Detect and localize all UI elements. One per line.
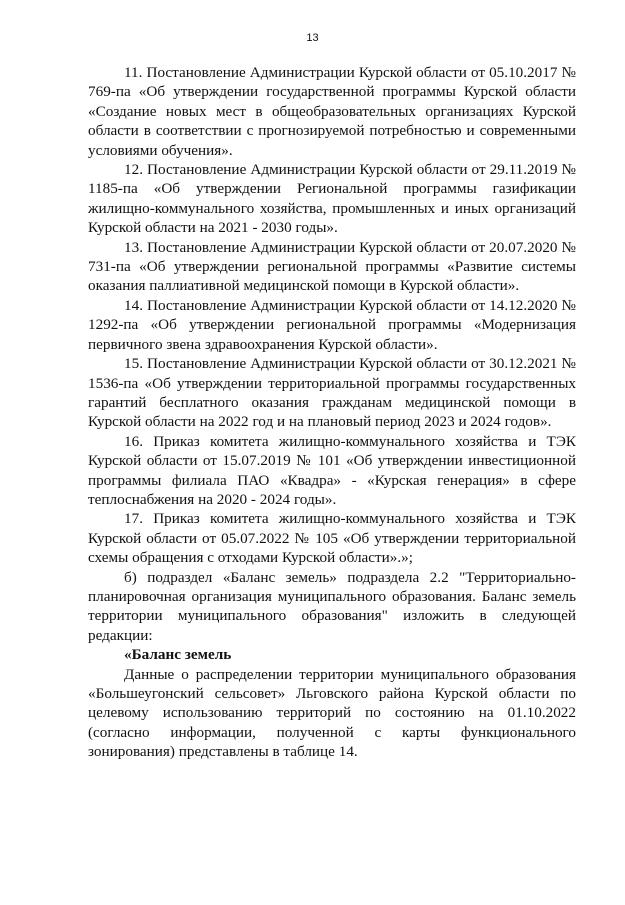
heading-text: Баланс земель [131, 646, 232, 664]
section-heading [88, 645, 576, 664]
page-number: 13 [306, 32, 319, 44]
list-item-16: 16. Приказ комитета жилищно-коммунального хозяйства и ТЭК Курской области от 15.07.2019 № 101 «Об утверждении инвестиционной программы филиала ПАО «Квадра» - «Курская генерация» в сфере теплоснабжения на 2020 - 2024 годы». [88, 432, 576, 508]
list-item-14: 14. Постановление Администрации Курской области от 14.12.2020 № 1292-па «Об утверждении региональной программы «Модернизация первичного звена здравоохранения Курской области». [88, 296, 576, 353]
list-item-13: 13. Постановление Администрации Курской области от 20.07.2020 № 731-па «Об утверждении региональной программы «Развитие системы оказания паллиативной медицинской помощи в Курской области». [88, 238, 576, 295]
list-item-15: 15. Постановление Администрации Курской области от 30.12.2021 № 1536-па «Об утверждении территориальной программы государственных гарантий бесплатного оказания гражданам медицинской помощи в Курской области на 2022 год и на плановый период 2023 и 2024 годов». [88, 355, 576, 431]
amendment-paragraph: б) подраздел «Баланс земель» подраздела 2.2 "Территориально-планировочная организация муниципального образования. Баланс земель территории муниципального образования" изложить в следующей редакции: [88, 568, 576, 644]
land-balance-paragraph: Данные о распределении территории муниципального образования «Большеугонский сельсовет» Льговского района Курской области по целевому использованию территорий по состоянию на 01.10.2022 (согласно информации, полученной с карты функционального зонирования) представлены в таблице 14. [88, 665, 576, 761]
list-item-12: 12. Постановление Администрации Курской области от 29.11.2019 № 1185-па «Об утверждении Региональной программы газификации жилищно-коммунального хозяйства, промышленных и иных организаций Курской области на 2021 - 2030 годы». [88, 161, 576, 237]
heading-open-quote: « [124, 646, 132, 664]
list-item-11: 11. Постановление Администрации Курской области от 05.10.2017 № 769-па «Об утверждении государственной программы Курской области «Создание новых мест в общеобразовательных организациях Курской области в соответствии с прогнозируемой потребностью и современными условиями обучения». [88, 64, 576, 159]
list-item-17: 17. Приказ комитета жилищно-коммунального хозяйства и ТЭК Курской области от 05.07.2022 № 105 «Об утверждении территориальной схемы обращения с отходами Курской области».»; [88, 510, 576, 567]
document-body [88, 63, 576, 762]
